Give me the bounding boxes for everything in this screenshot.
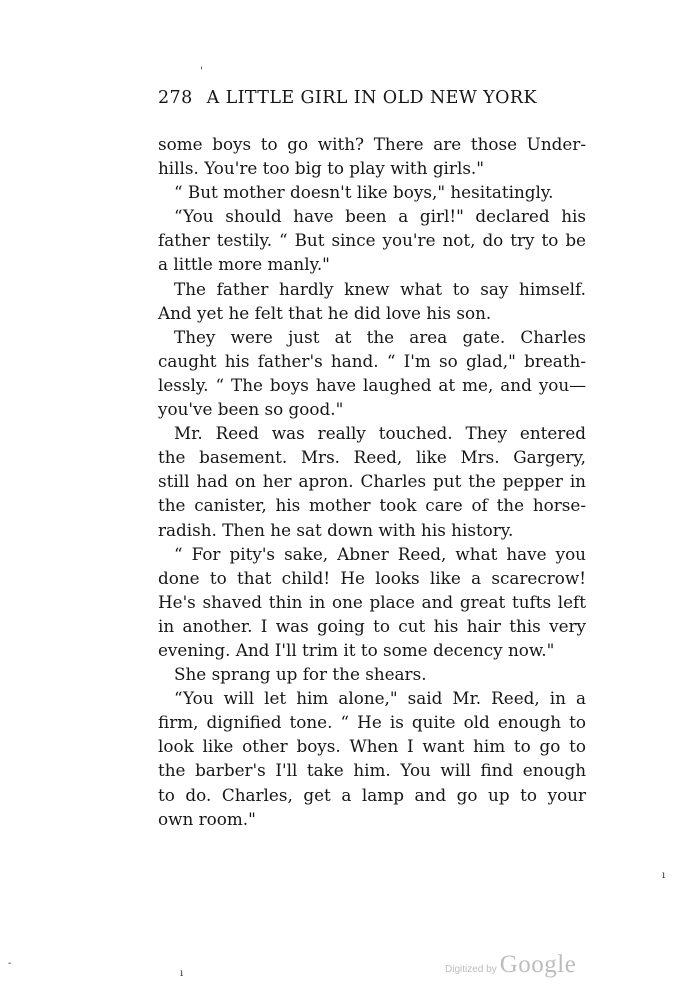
text-line: a little more manly."	[158, 254, 330, 275]
text-line: done to that child! He looks like a scarecrow!	[158, 567, 586, 588]
text-line: father testily. “ But since you're not, do try to be	[158, 230, 586, 251]
text-line: the barber's I'll take him. You will find enough	[158, 760, 586, 781]
text-line: hills. You're too big to play with girls."	[158, 158, 484, 179]
text-line: look like other boys. When I want him to go to	[158, 736, 586, 757]
watermark-prefix: Digitized by	[445, 964, 497, 975]
text-line: lessly. “ The boys have laughed at me, and you—	[158, 374, 586, 395]
text-line: some boys to go with? There are those Under-	[158, 134, 586, 154]
text-line: firm, dignified tone. “ He is quite old enough to	[158, 712, 586, 733]
text-line: in another. I was going to cut his hair this very	[158, 615, 586, 636]
text-line: And yet he felt that he did love his son.	[158, 302, 492, 323]
scan-speck: ı	[662, 870, 666, 881]
text-line: “You should have been a girl!" declared his	[174, 206, 586, 227]
text-line: The father hardly knew what to say himself.	[174, 278, 586, 299]
text-line: you've been so good."	[158, 399, 344, 420]
text-line: evening. And I'll trim it to some decency now."	[158, 639, 555, 660]
scan-speck: ı	[180, 968, 184, 979]
text-line: He's shaved thin in one place and great tufts left	[158, 591, 586, 612]
scan-speck: '	[200, 66, 203, 77]
page-number: 278	[158, 88, 193, 108]
text-line: radish. Then he sat down with his history.	[158, 519, 514, 540]
body-text	[158, 132, 586, 831]
text-line: Mr. Reed was really touched. They entered	[174, 423, 586, 444]
text-line: the basement. Mrs. Reed, like Mrs. Gargery,	[158, 447, 586, 468]
text-line: “ But mother doesn't like boys," hesitatingly.	[174, 182, 554, 203]
text-line: She sprang up for the shears.	[174, 664, 427, 685]
text-line: “ For pity's sake, Abner Reed, what have you	[174, 543, 586, 564]
scan-speck: -	[8, 958, 12, 969]
text-line: still had on her apron. Charles put the pepper in	[158, 471, 586, 492]
text-line: caught his father's hand. “ I'm so glad," breath-	[158, 350, 586, 371]
text-line: to do. Charles, get a lamp and go up to your	[158, 784, 586, 805]
digitized-watermark	[445, 951, 576, 979]
text-line: They were just at the area gate. Charles	[174, 326, 586, 347]
running-header	[158, 88, 558, 108]
running-title: A LITTLE GIRL IN OLD NEW YORK	[206, 88, 537, 108]
text-line: own room."	[158, 808, 256, 829]
watermark-brand: Google	[499, 951, 577, 978]
text-line: “You will let him alone," said Mr. Reed, in a	[174, 688, 586, 709]
text-line: the canister, his mother took care of the horse-	[158, 495, 586, 516]
